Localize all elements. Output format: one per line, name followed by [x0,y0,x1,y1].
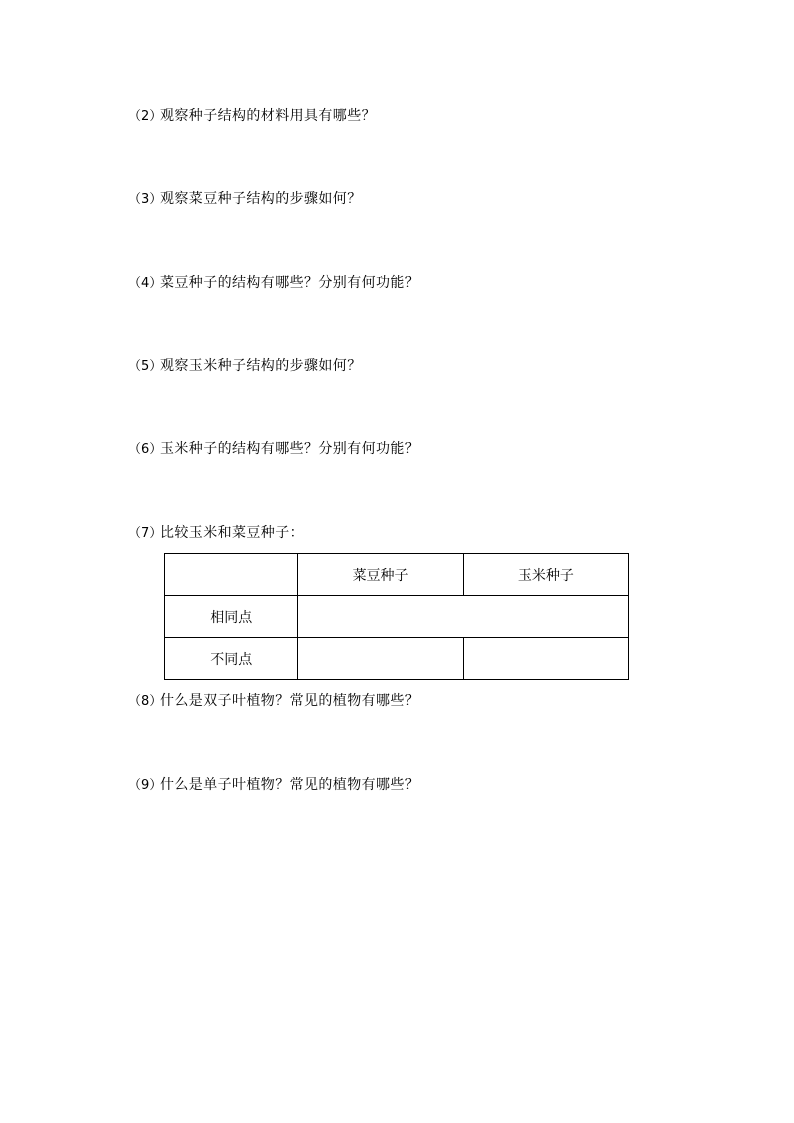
question-text: 比较玉米和菜豆种子： [160,525,304,541]
table-row-label-diff: 不同点 [165,638,298,680]
table-cell-diff-bean[interactable] [298,638,463,680]
table-row-label-same: 相同点 [165,596,298,638]
table-row-same [165,596,629,638]
question-number: （2） [128,109,163,124]
question-8 [128,691,419,712]
question-text: 观察菜豆种子结构的步骤如何？ [160,191,362,207]
table-cell-diff-corn[interactable] [463,638,628,680]
table-header-corn-seed: 玉米种子 [463,554,628,596]
question-text: 玉米种子的结构有哪些？分别有何功能？ [160,441,420,457]
question-text: 观察种子结构的材料用具有哪些？ [160,108,376,124]
comparison-table [164,553,629,680]
table-corner-cell [165,554,298,596]
question-2 [128,106,376,127]
table-header-bean-seed: 菜豆种子 [298,554,463,596]
question-5 [128,356,362,377]
question-number: （3） [128,192,163,207]
question-3 [128,189,362,210]
question-9 [128,775,419,796]
question-number: （4） [128,276,163,291]
question-number: （7） [128,526,163,541]
question-number: （6） [128,442,163,457]
question-4 [128,273,419,294]
table-row-diff [165,638,629,680]
question-text: 什么是单子叶植物？常见的植物有哪些？ [160,777,420,793]
question-number: （9） [128,778,163,793]
question-text: 观察玉米种子结构的步骤如何？ [160,358,362,374]
question-number: （5） [128,359,163,374]
question-6 [128,439,419,460]
question-text: 什么是双子叶植物？常见的植物有哪些？ [160,693,420,709]
question-text: 菜豆种子的结构有哪些？分别有何功能？ [160,275,420,291]
question-number: （8） [128,694,163,709]
question-7 [128,523,304,544]
table-cell-same-answer[interactable] [298,596,629,638]
table-header-row [165,554,629,596]
